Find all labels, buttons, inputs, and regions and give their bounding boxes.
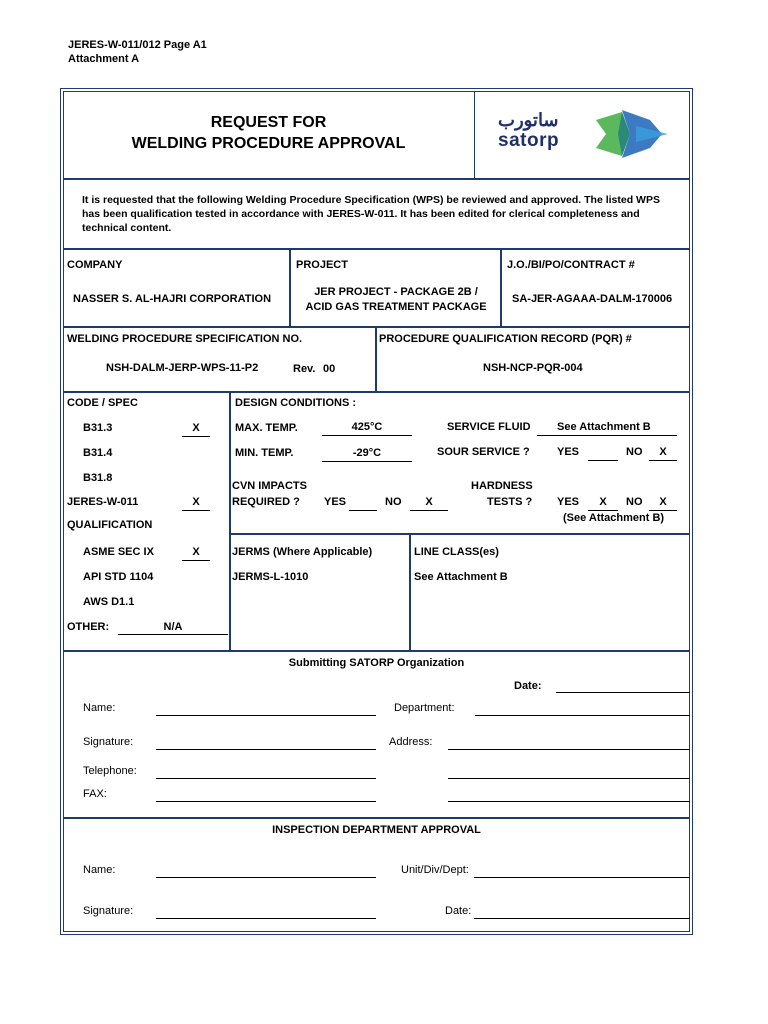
hardness-yes-mark: X (599, 496, 607, 508)
address-field-line-2[interactable] (448, 778, 690, 779)
project-value-line-2: ACID GAS TREATMENT PACKAGE (305, 301, 487, 313)
fax-label: FAX: (83, 788, 107, 800)
divider (229, 393, 231, 651)
qualification-item-name: API STD 1104 (83, 571, 154, 583)
sour-no-label: NO (626, 446, 643, 458)
qualification-item-name: ASME SEC IX (83, 546, 154, 558)
wps-label: WELDING PROCEDURE SPECIFICATION NO. (67, 333, 303, 345)
address-field[interactable] (448, 749, 690, 750)
hardness-note: (See Attachment B) (563, 512, 665, 524)
underline (182, 560, 210, 561)
min-temp-label: MIN. TEMP. (235, 447, 294, 459)
divider (500, 250, 502, 327)
cvn-label-line-2: REQUIRED ? (232, 496, 300, 508)
fax-field[interactable] (156, 801, 376, 802)
underline (537, 435, 677, 436)
submitting-name-field[interactable] (156, 715, 376, 716)
unit-field[interactable] (474, 877, 690, 878)
project-value-line-1: JER PROJECT - PACKAGE 2B / (314, 286, 478, 298)
sour-yes-label: YES (557, 446, 580, 458)
service-fluid-value: See Attachment B (557, 421, 651, 433)
pqr-value: NSH-NCP-PQR-004 (483, 362, 583, 374)
line-class-value: See Attachment B (414, 571, 508, 583)
department-field[interactable] (475, 715, 690, 716)
divider (289, 250, 291, 327)
hardness-no-label: NO (626, 496, 643, 508)
divider (63, 650, 690, 652)
jerms-value: JERMS-L-1010 (232, 571, 309, 583)
title-line-2: WELDING PROCEDURE APPROVAL (131, 135, 406, 152)
code-item-mark: X (192, 422, 200, 434)
underline (182, 436, 210, 437)
document-reference: JERES-W-011/012 Page A1 (68, 39, 207, 51)
inspection-signature-field[interactable] (156, 918, 376, 919)
inspection-name-label: Name: (83, 864, 116, 876)
code-item-mark: X (192, 496, 200, 508)
company-label: COMPANY (67, 259, 123, 271)
cvn-no-label: NO (385, 496, 402, 508)
attachment-label: Attachment A (68, 53, 140, 65)
project-label: PROJECT (296, 259, 348, 271)
underline (349, 510, 377, 511)
qualification-item-name: AWS D1.1 (83, 596, 135, 608)
underline (118, 634, 228, 635)
inspection-date-field[interactable] (474, 918, 690, 919)
underline (322, 435, 412, 436)
unit-label: Unit/Div/Dept: (401, 864, 469, 876)
submitting-name-label: Name: (83, 702, 116, 714)
rev-value: 00 (323, 363, 336, 375)
logo-arabic-text: ساتورب (498, 110, 559, 130)
code-item-name: B31.4 (83, 447, 113, 459)
sour-service-label: SOUR SERVICE ? (437, 446, 530, 458)
underline (588, 510, 618, 511)
logo-latin-text: satorp (498, 130, 560, 151)
contract-label: J.O./BI/PO/CONTRACT # (507, 259, 635, 271)
underline (182, 510, 210, 511)
intro-text (82, 193, 660, 235)
title-line-1: REQUEST FOR (210, 114, 327, 131)
hardness-label-line-1: HARDNESS (471, 480, 533, 492)
sour-no-mark: X (659, 446, 667, 458)
min-temp-value: -29°C (352, 447, 382, 459)
inspection-date-label: Date: (445, 905, 472, 917)
max-temp-label: MAX. TEMP. (235, 422, 298, 434)
submitting-date-field[interactable] (556, 692, 690, 693)
design-conditions-label: DESIGN CONDITIONS : (235, 397, 357, 409)
code-item-name: B31.8 (83, 472, 113, 484)
qualification-item-mark: X (192, 546, 200, 558)
divider (63, 248, 690, 250)
address-label: Address: (389, 736, 433, 748)
telephone-label: Telephone: (83, 765, 137, 777)
underline (649, 510, 677, 511)
cvn-yes-label: YES (324, 496, 347, 508)
inspection-signature-label: Signature: (83, 905, 134, 917)
other-value: N/A (163, 621, 183, 633)
telephone-field[interactable] (156, 778, 376, 779)
company-value: NASSER S. AL-HAJRI CORPORATION (73, 293, 272, 305)
max-temp-value: 425°C (351, 421, 383, 433)
hardness-label-line-2: TESTS ? (487, 496, 533, 508)
divider (63, 817, 690, 819)
line-class-label: LINE CLASS(es) (414, 546, 499, 558)
divider (63, 178, 690, 180)
inspection-name-field[interactable] (156, 877, 376, 878)
submitting-date-label: Date: (514, 680, 542, 692)
qualification-label: QUALIFICATION (67, 519, 153, 531)
divider (474, 91, 475, 179)
inspection-section-title: INSPECTION DEPARTMENT APPROVAL (272, 824, 481, 836)
rev-label: Rev. (293, 363, 316, 375)
satorp-logo (496, 106, 676, 162)
code-item-name: B31.3 (83, 422, 113, 434)
underline (649, 460, 677, 461)
divider (375, 328, 377, 392)
submitting-section-title: Submitting SATORP Organization (288, 657, 465, 669)
intro-line: has been qualification tested in accordance with JERES-W-011. It has been edited for clerical completeness and (82, 208, 640, 220)
intro-line: It is requested that the following Welding Procedure Specification (WPS) be reviewed and approved. The listed WPS (82, 194, 660, 206)
contract-value: SA-JER-AGAAA-DALM-170006 (512, 293, 673, 305)
underline (410, 510, 448, 511)
code-item-name: JERES-W-011 (67, 496, 139, 508)
hardness-no-mark: X (659, 496, 667, 508)
cvn-no-mark: X (425, 496, 433, 508)
submitting-signature-field[interactable] (156, 749, 376, 750)
underline (588, 460, 618, 461)
intro-line: technical content. (82, 222, 172, 234)
other-label: OTHER: (67, 621, 110, 633)
hardness-yes-label: YES (557, 496, 580, 508)
divider (409, 535, 411, 651)
cvn-label-line-1: CVN IMPACTS (232, 480, 307, 492)
pqr-label: PROCEDURE QUALIFICATION RECORD (PQR) # (379, 333, 632, 345)
address-field-line-3[interactable] (448, 801, 690, 802)
jerms-label: JERMS (Where Applicable) (232, 546, 373, 558)
wps-value: NSH-DALM-JERP-WPS-11-P2 (106, 362, 259, 374)
submitting-signature-label: Signature: (83, 736, 134, 748)
department-label: Department: (394, 702, 455, 714)
divider (229, 533, 690, 535)
service-fluid-label: SERVICE FLUID (447, 421, 531, 433)
underline (322, 461, 412, 462)
satorp-emblem-icon (592, 106, 672, 162)
code-spec-label: CODE / SPEC (67, 397, 138, 409)
